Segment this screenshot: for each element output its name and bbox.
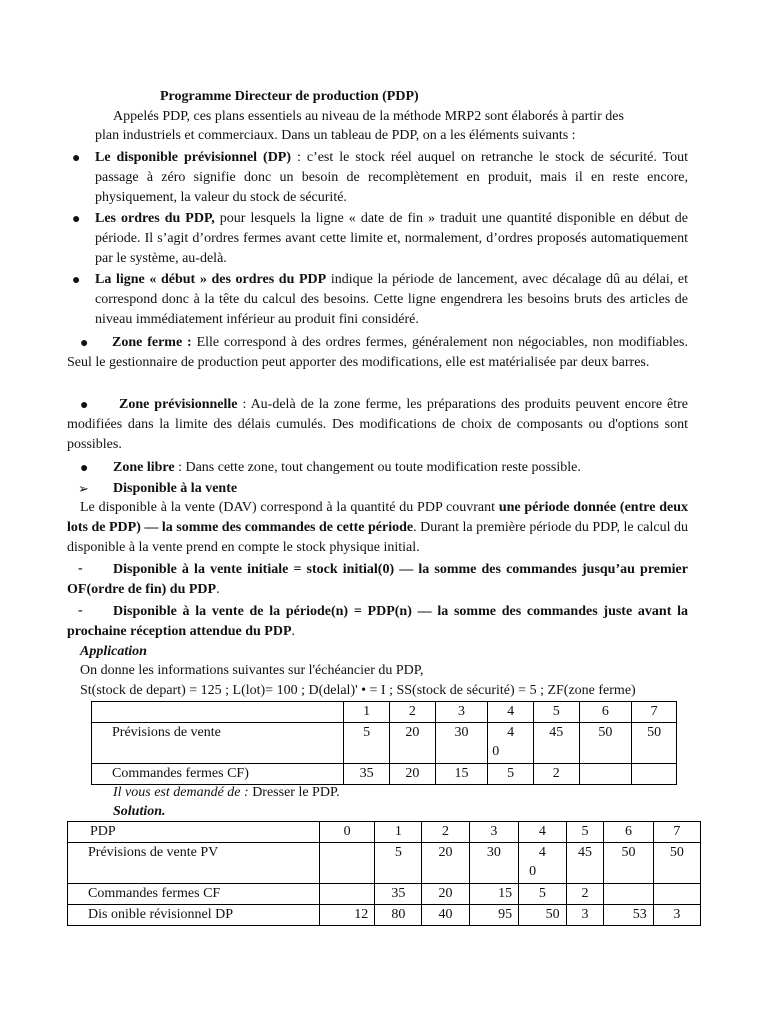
bullet-dp-title: Le disponible prévisionnel (DP): [95, 150, 292, 165]
bullet-icon: ●: [72, 273, 81, 288]
table-cell: 3: [435, 702, 488, 723]
intro-line-2: plan industriels et commerciaux. Dans un tableau de PDP, on a les éléments suivants :: [95, 128, 576, 143]
bullet-debut-text: indique la période de lancement, avec décalage dû au délai, et correspond donc à la tête du calcul des besoins. Cette ligne engendrera les besoins bruts des articles de niveau immédiatement inférieur au produit fini considéré.: [95, 272, 688, 327]
application-line-1: On donne les informations suivantes sur l'échéancier du PDP,: [80, 663, 424, 678]
row-label: Prévisions de vente PV: [68, 843, 320, 884]
table-cell: [320, 843, 375, 884]
application-question: [113, 783, 340, 803]
table-cell: 7: [653, 822, 700, 843]
table-cell: 20: [390, 723, 436, 764]
zone-ferme-text: Elle correspond à des ordres fermes, généralement non négociables, non modifiables. Seul le gestionnaire de production peut apporter des modifications, elle est matérialisée par deux barres.: [67, 335, 688, 370]
table-cell: 0: [320, 822, 375, 843]
table-row: [68, 905, 701, 926]
zone-libre: [113, 458, 581, 478]
table-cell: 95: [469, 905, 518, 926]
table-cell: 4: [488, 702, 534, 723]
table-cell: 5: [519, 884, 567, 905]
zone-previsionnelle: [67, 395, 688, 455]
zone-previsionnelle-title: Zone prévisionnelle: [119, 397, 238, 412]
table-cell: 5: [533, 702, 579, 723]
table-cell: 53: [604, 905, 653, 926]
dav-heading: Disponible à la vente: [113, 481, 238, 496]
table-cell: 4: [519, 822, 567, 843]
dav-text-c: . Durant la première période du PDP, le calcul du disponible à la vente prend en compte le stock physique initial.: [67, 520, 688, 555]
bullet-icon: ●: [72, 151, 81, 166]
cell-value-wrap: 0: [492, 744, 500, 759]
arrow-icon: ➢: [78, 481, 89, 496]
formula-period: [67, 602, 688, 642]
table-cell: 6: [604, 822, 653, 843]
table-cell: 20: [422, 884, 469, 905]
table-cell: [320, 884, 375, 905]
cell-value: 4: [538, 845, 546, 860]
table-cell: 80: [375, 905, 422, 926]
row-label: Prévisions de vente: [92, 723, 344, 764]
table-cell: 5: [566, 822, 604, 843]
table-cell: 3: [469, 822, 518, 843]
table-cell: 3: [653, 905, 700, 926]
table-cell: 50: [519, 905, 567, 926]
table-row: [92, 723, 677, 764]
table-cell: 45: [566, 843, 604, 884]
table-cell: 30: [435, 723, 488, 764]
question-text: Dresser le PDP.: [248, 785, 340, 800]
table-cell: 2: [566, 884, 604, 905]
table-cell: [92, 702, 344, 723]
formula-initial-end: .: [216, 582, 220, 597]
zone-previsionnelle-text: : Au-delà de la zone ferme, les préparations des produits peuvent encore être modifiées dans la limite des délais cumulés. Des modifications de choix de composants ou d'options sont possibles.: [67, 397, 689, 452]
table-cell: [653, 884, 700, 905]
table-cell: 50: [632, 723, 677, 764]
row-label: Commandes fermes CF): [92, 764, 344, 785]
table-cell: [604, 884, 653, 905]
table-cell: 2: [390, 702, 436, 723]
bullet-ordres-title: Les ordres du PDP,: [95, 211, 215, 226]
application-table: [91, 701, 677, 785]
table-cell: 30: [469, 843, 518, 884]
table-cell: 50: [579, 723, 632, 764]
bullet-dp: [95, 148, 688, 208]
table-row: [68, 843, 701, 884]
bullet-dp-text: : c’est le stock réel auquel on retranche le stock de sécurité. Tout passage à zéro signifie donc un besoin de recomplètement en produit, mais il en reste encore, physiquement, la valeur du stock de sécurité.: [95, 150, 688, 205]
zone-libre-text: : Dans cette zone, tout changement ou toute modification reste possible.: [174, 460, 581, 475]
table-row: [92, 702, 677, 723]
dash-icon: -: [78, 603, 83, 618]
row-label: Commandes fermes CF: [68, 884, 320, 905]
zone-ferme-title: Zone ferme :: [112, 335, 192, 350]
dav-text-a: Le disponible à la vente (DAV) correspond à la quantité du PDP couvrant: [80, 500, 499, 515]
table-cell: [579, 764, 632, 785]
intro-line-1: Appelés PDP, ces plans essentiels au niveau de la méthode MRP2 sont élaborés à partir des: [113, 109, 624, 124]
table-cell: 3: [566, 905, 604, 926]
row-label: PDP: [68, 822, 320, 843]
table-cell: 2: [533, 764, 579, 785]
table-cell: 1: [344, 702, 390, 723]
bullet-icon: ●: [72, 212, 81, 227]
bullet-debut: [95, 270, 688, 330]
question-label: Il vous est demandé de :: [113, 785, 249, 800]
cell-value: 4: [507, 725, 515, 740]
bullet-icon: ●: [80, 336, 89, 351]
table-cell: 20: [390, 764, 436, 785]
solution-table: [67, 821, 701, 926]
formula-period-end: .: [291, 624, 296, 639]
table-cell: 1: [375, 822, 422, 843]
table-cell: 35: [344, 764, 390, 785]
table-cell: 5: [344, 723, 390, 764]
bullet-ordres-text: pour lesquels la ligne « date de fin » traduit une quantité disponible en début de période. Il s’agit d’ordres fermes avant cette limite et, normalement, d’ordres proposés automatiquement par le système, au-delà.: [95, 211, 689, 266]
dav-paragraph: [67, 498, 688, 558]
table-cell: [519, 843, 567, 884]
table-cell: 40: [422, 905, 469, 926]
table-row: [68, 884, 701, 905]
table-cell: 45: [533, 723, 579, 764]
dash-icon: -: [78, 561, 83, 576]
table-cell: [488, 723, 534, 764]
application-line-2: St(stock de depart) = 125 ; L(lot)= 100 ; D(delal)' • = I ; SS(stock de sécurité) = 5 ; ZF(zone ferme): [80, 683, 636, 698]
table-cell: 6: [579, 702, 632, 723]
bullet-ordres: [95, 209, 688, 269]
bullet-debut-title: La ligne « début » des ordres du PDP: [95, 272, 327, 287]
formula-initial: [67, 560, 688, 600]
zone-ferme: [67, 333, 688, 373]
table-cell: 12: [320, 905, 375, 926]
table-cell: 5: [488, 764, 534, 785]
table-cell: 15: [435, 764, 488, 785]
application-label: Application: [80, 644, 147, 659]
table-cell: 50: [653, 843, 700, 884]
table-row: [68, 822, 701, 843]
zone-libre-title: Zone libre: [113, 460, 175, 475]
bullet-icon: ●: [80, 461, 89, 476]
page-title: Programme Directeur de production (PDP): [160, 89, 419, 104]
cell-value-wrap: 0: [529, 864, 537, 879]
row-label: Dis onible révisionnel DP: [68, 905, 320, 926]
table-cell: [632, 764, 677, 785]
dav-text-b: une période donnée (entre deux lots de PDP) — la somme des commandes de cette période: [67, 500, 688, 535]
table-cell: 35: [375, 884, 422, 905]
formula-period-text: Disponible à la vente de la période(n) = PDP(n) — la somme des commandes juste avant la prochaine réception attendue du PDP: [67, 604, 688, 639]
bullet-icon: ●: [80, 398, 89, 413]
solution-label: Solution.: [113, 804, 166, 819]
table-cell: 20: [422, 843, 469, 884]
formula-initial-text: Disponible à la vente initiale = stock initial(0) — la somme des commandes jusqu’au premier OF(ordre de fin) du PDP: [67, 562, 688, 597]
table-cell: 50: [604, 843, 653, 884]
table-cell: 5: [375, 843, 422, 884]
table-cell: 15: [469, 884, 518, 905]
table-cell: 2: [422, 822, 469, 843]
table-row: [92, 764, 677, 785]
table-cell: 7: [632, 702, 677, 723]
